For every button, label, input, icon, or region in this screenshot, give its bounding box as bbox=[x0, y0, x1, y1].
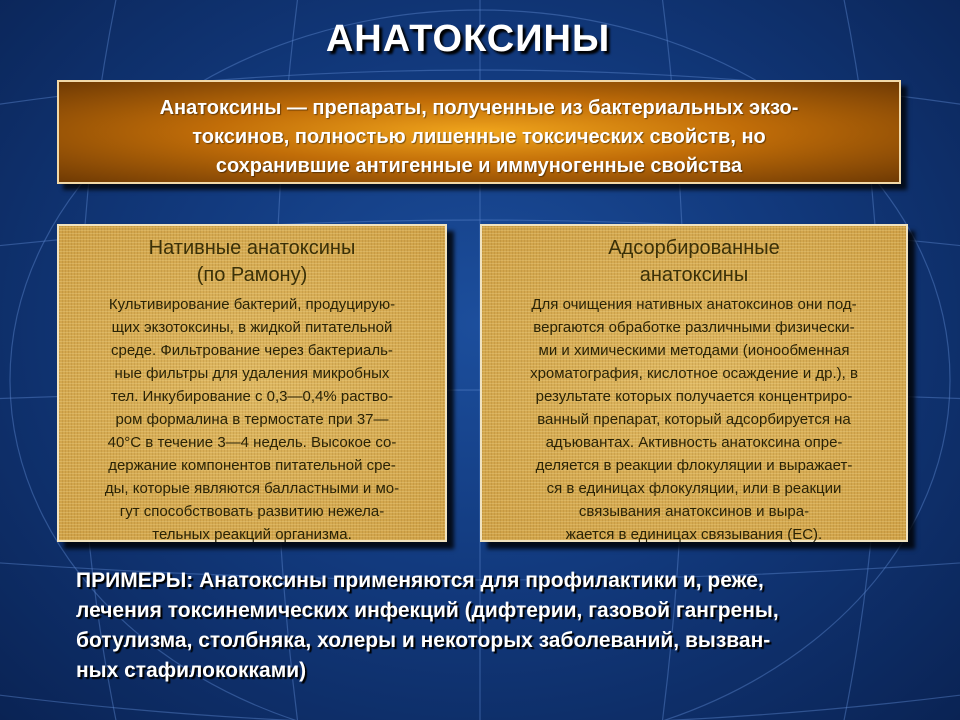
body-line: деляется в реакции флокуляции и выражает- bbox=[535, 457, 853, 474]
examples-line: лечения токсинемических инфекций (дифтерии, газовой гангрены, bbox=[76, 599, 779, 622]
body-line: ся в единицах флокуляции, или в реакции bbox=[546, 480, 842, 497]
body-line: результате которых получается концентриро- bbox=[535, 388, 853, 405]
body-line: хроматография, кислотное осаждение и др.), в bbox=[530, 365, 858, 382]
body-line: Для очищения нативных анатоксинов они под- bbox=[531, 296, 857, 313]
heading-line: (по Рамону) bbox=[196, 264, 308, 286]
examples-line: ПРИМЕРЫ: Анатоксины применяются для профилактики и, реже, bbox=[76, 569, 764, 592]
heading-line: анатоксины bbox=[639, 264, 749, 286]
adsorbed-toxoids-panel bbox=[480, 224, 908, 542]
body-line: Культивирование бактерий, продуцирую- bbox=[108, 296, 396, 313]
body-line: ные фильтры для удаления микробных bbox=[114, 365, 390, 382]
body-line: ми и химическими методами (ионообменная bbox=[538, 342, 850, 359]
body-line: тел. Инкубирование с 0,3—0,4% раство- bbox=[110, 388, 394, 405]
body-line: держание компонентов питательной сре- bbox=[108, 457, 396, 474]
body-line: щих экзотоксины, в жидкой питательной bbox=[111, 319, 393, 336]
definition-line: Анатоксины — препараты, полученные из бактериальных экзо- bbox=[159, 97, 799, 119]
body-line: адъювантах. Активность анатоксина опре- bbox=[545, 434, 843, 451]
body-line: ды, которые являются балластными и мо- bbox=[104, 480, 400, 497]
native-toxoids-heading bbox=[59, 226, 445, 289]
heading-line: Адсорбированные bbox=[608, 237, 780, 259]
body-line: связывания анатоксинов и выра- bbox=[578, 503, 810, 520]
native-toxoids-text bbox=[59, 293, 445, 546]
body-line: среде. Фильтрование через бактериаль- bbox=[111, 342, 393, 359]
body-line: гут способствовать развитию нежела- bbox=[119, 503, 385, 520]
adsorbed-toxoids-heading bbox=[482, 226, 906, 289]
examples-line: ботулизма, столбняка, холеры и некоторых заболеваний, вызван- bbox=[76, 629, 771, 652]
definition-box bbox=[57, 80, 901, 184]
body-line: ром формалина в термостате при 37— bbox=[115, 411, 389, 428]
body-line: 40°С в течение 3—4 недель. Высокое со- bbox=[107, 434, 397, 451]
body-line: вергаются обработке различными физически- bbox=[533, 319, 855, 336]
native-toxoids-panel bbox=[57, 224, 447, 542]
examples-line: ных стафилококками) bbox=[76, 659, 307, 682]
adsorbed-toxoids-text bbox=[482, 293, 906, 546]
body-line: ванный препарат, который адсорбируется на bbox=[537, 411, 851, 428]
body-line: тельных реакций организма. bbox=[152, 526, 352, 543]
body-line: жается в единицах связывания (ЕС). bbox=[565, 526, 823, 543]
examples-text bbox=[76, 566, 926, 686]
definition-line: сохранившие антигенные и иммуногенные свойства bbox=[215, 155, 743, 177]
heading-line: Нативные анатоксины bbox=[148, 237, 356, 259]
definition-line: токсинов, полностью лишенные токсических свойств, но bbox=[192, 126, 766, 148]
page-title: АНАТОКСИНЫ bbox=[325, 18, 611, 60]
